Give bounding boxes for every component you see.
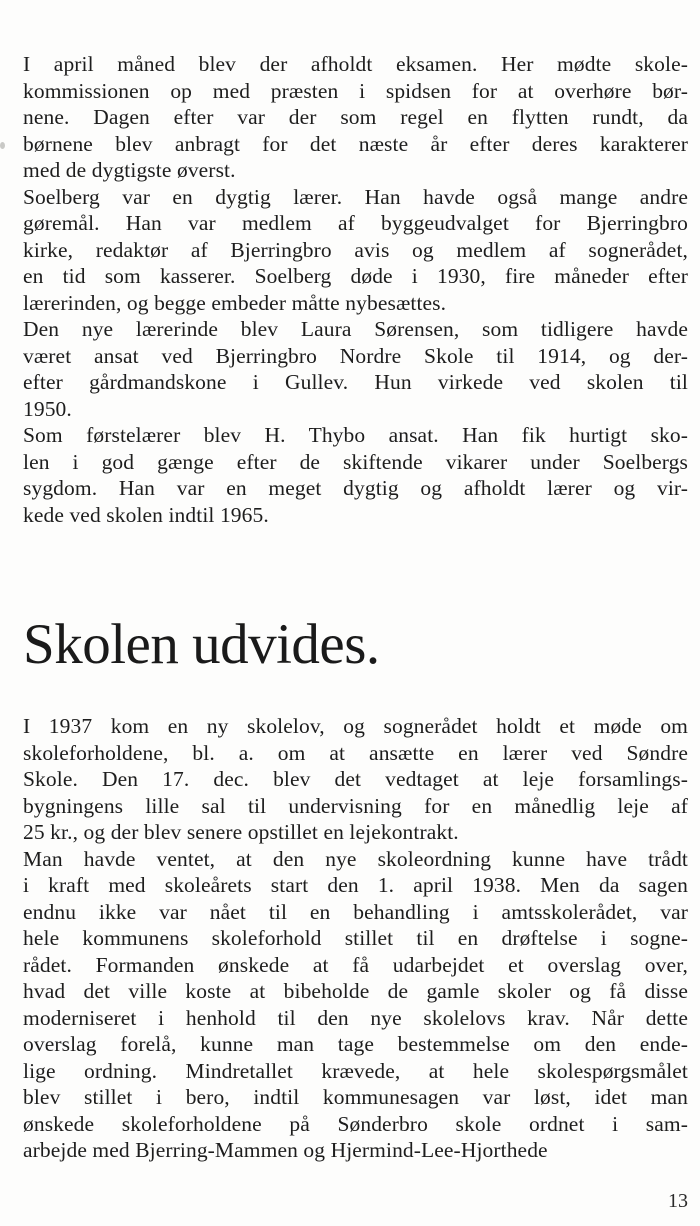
text-line: Den nye lærerinde blev Laura Sørensen, som tidligere havde: [23, 317, 688, 341]
paragraph: [23, 422, 688, 528]
text-line: kommissionen op med præsten i spidsen for at overhøre bør-: [23, 78, 688, 103]
section-heading: Skolen udvides.: [23, 613, 380, 676]
text-line: lærerinden, og begge embeder måtte nybesættes.: [23, 290, 447, 315]
text-line: ønskede skoleforholdene på Sønderbro skole ordnet i sam-: [23, 1111, 688, 1136]
text-line: med de dygtigste øverst.: [23, 158, 236, 182]
text-line: I april måned blev der afholdt eksamen. Her mødte skole-: [23, 52, 688, 76]
text-line: Man havde ventet, at den nye skoleordning kunne have trådt: [23, 846, 688, 871]
text-line: Som førstelærer blev H. Thybo ansat. Han fik hurtigt sko-: [23, 423, 688, 447]
paragraph: [23, 846, 688, 1164]
text-line: kede ved skolen indtil 1965.: [23, 502, 269, 527]
text-line: Soelberg var en dygtig lærer. Han havde også mange andre: [23, 184, 688, 209]
text-line: rådet. Formanden ønskede at få udarbejdet et overslag over,: [23, 952, 688, 977]
text-line: i kraft med skoleårets start den 1. april 1938. Men da sagen: [23, 873, 688, 898]
text-line: lige ordning. Mindretallet krævede, at hele skolespørgsmålet: [23, 1058, 688, 1083]
text-line: arbejde med Bjerring-Mammen og Hjermind-Lee-Hjorthede: [23, 1138, 548, 1163]
text-line: været ansat ved Bjerringbro Nordre Skole til 1914, og der-: [23, 343, 688, 368]
text-line: I 1937 kom en ny skolelov, og sognerådet holdt et møde om: [23, 714, 688, 739]
text-line: hvad det ville koste at bibeholde de gamle skoler og få disse: [23, 979, 688, 1004]
text-line: efter gårdmandskone i Gullev. Hun virkede ved skolen til: [23, 370, 688, 394]
text-line: blev stillet i bero, indtil kommunesagen var løst, idet man: [23, 1085, 688, 1110]
page-number: 13: [668, 1190, 688, 1212]
text-column: [23, 0, 688, 1164]
text-line: bygningens lille sal til undervisning for en månedlig leje af: [23, 793, 688, 818]
section-after-heading: [23, 713, 688, 1164]
text-line: 25 kr., og der blev senere opstillet en lejekontrakt.: [23, 820, 459, 845]
text-line: børnene blev anbragt for det næste år efter deres karakterer: [23, 131, 688, 156]
paragraph: [23, 713, 688, 846]
text-line: len i god gænge efter de skiftende vikarer under Soelbergs: [23, 449, 688, 474]
text-line: skoleforholdene, bl. a. om at ansætte en lærer ved Søndre: [23, 740, 688, 765]
text-line: 1950.: [23, 396, 72, 421]
text-line: hele kommunens skoleforhold stillet til en drøftelse i sogne-: [23, 926, 688, 951]
text-line: gøremål. Han var medlem af byggeudvalget for Bjerringbro: [23, 211, 688, 235]
text-line: en tid som kasserer. Soelberg døde i 1930, fire måneder efter: [23, 264, 688, 288]
paragraph: [23, 184, 688, 317]
text-line: moderniseret i henhold til den nye skolelovs krav. Når dette: [23, 1005, 688, 1030]
paragraph: [23, 316, 688, 422]
text-line: kirke, redaktør af Bjerringbro avis og medlem af sognerådet,: [23, 237, 688, 262]
scan-artifact: [0, 142, 5, 149]
text-line: nene. Dagen efter var der som regel en flytten rundt, da: [23, 105, 688, 129]
text-line: Skole. Den 17. dec. blev det vedtaget at leje forsamlings-: [23, 767, 688, 792]
section-before-heading: [23, 51, 688, 528]
text-line: endnu ikke var nået til en behandling i amtsskolerådet, var: [23, 899, 688, 924]
paragraph: [23, 51, 688, 184]
text-line: sygdom. Han var en meget dygtig og afholdt lærer og vir-: [23, 476, 688, 500]
text-line: overslag forelå, kunne man tage bestemmelse om den ende-: [23, 1032, 688, 1057]
